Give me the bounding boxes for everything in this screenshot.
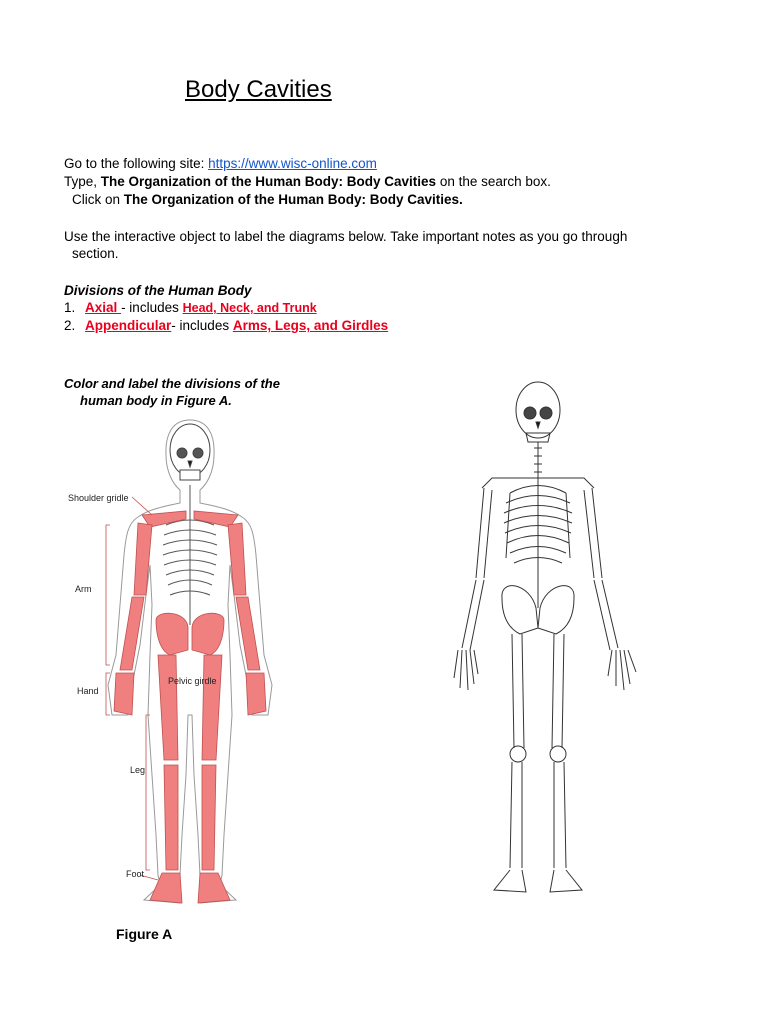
label-shoulder-girdle: Shoulder gridle <box>68 493 129 503</box>
division-sep: - includes <box>121 300 183 315</box>
instruction-prefix: Go to the following site: <box>64 156 209 171</box>
site-link[interactable]: https://www.wisc-online.com <box>208 156 377 171</box>
instruction-line-2 <box>64 173 551 190</box>
appendicular-detail: Arms, Legs, and Girdles <box>232 318 389 333</box>
instruction-click-prefix: Click on <box>72 192 124 207</box>
appendicular-term: Appendicular <box>85 318 172 333</box>
instruction-line-1 <box>64 155 377 172</box>
division-item-axial <box>64 299 317 317</box>
instruction-line-4b: section. <box>72 246 119 261</box>
figure-a-skeleton <box>60 415 320 915</box>
label-leg: Leg <box>130 765 146 775</box>
figure-a-caption: Figure A <box>116 926 173 942</box>
divisions-heading: Divisions of the Human Body <box>64 283 252 298</box>
division-item-appendicular <box>64 317 388 334</box>
axial-term: Axial <box>85 300 122 315</box>
label-foot: Foot <box>126 869 145 879</box>
instruction-line-4a: Use the interactive object to label the diagrams below. Take important notes as you go through <box>64 229 628 244</box>
color-instruction-line-2: human body in Figure A. <box>80 393 232 408</box>
page-title: Body Cavities <box>185 76 332 103</box>
click-target-text: The Organization of the Human Body: Body Cavities. <box>123 192 463 207</box>
axial-detail: Head, Neck, and Trunk <box>182 301 317 315</box>
search-term: The Organization of the Human Body: Body Cavities <box>100 174 437 189</box>
list-number: 2. <box>64 318 76 333</box>
division-sep: - includes <box>171 318 233 333</box>
instruction-type-prefix: Type, <box>64 174 101 189</box>
label-hand: Hand <box>77 686 99 696</box>
instruction-line-3 <box>72 191 463 208</box>
color-instruction-line-1: Color and label the divisions of the <box>64 376 280 391</box>
list-number: 1. <box>64 300 76 315</box>
label-pelvic-girdle: Pelvic girdle <box>168 676 217 686</box>
blank-skeleton-diagram <box>440 378 670 908</box>
label-arm: Arm <box>75 584 92 594</box>
instruction-type-suffix: on the search box. <box>436 174 551 189</box>
